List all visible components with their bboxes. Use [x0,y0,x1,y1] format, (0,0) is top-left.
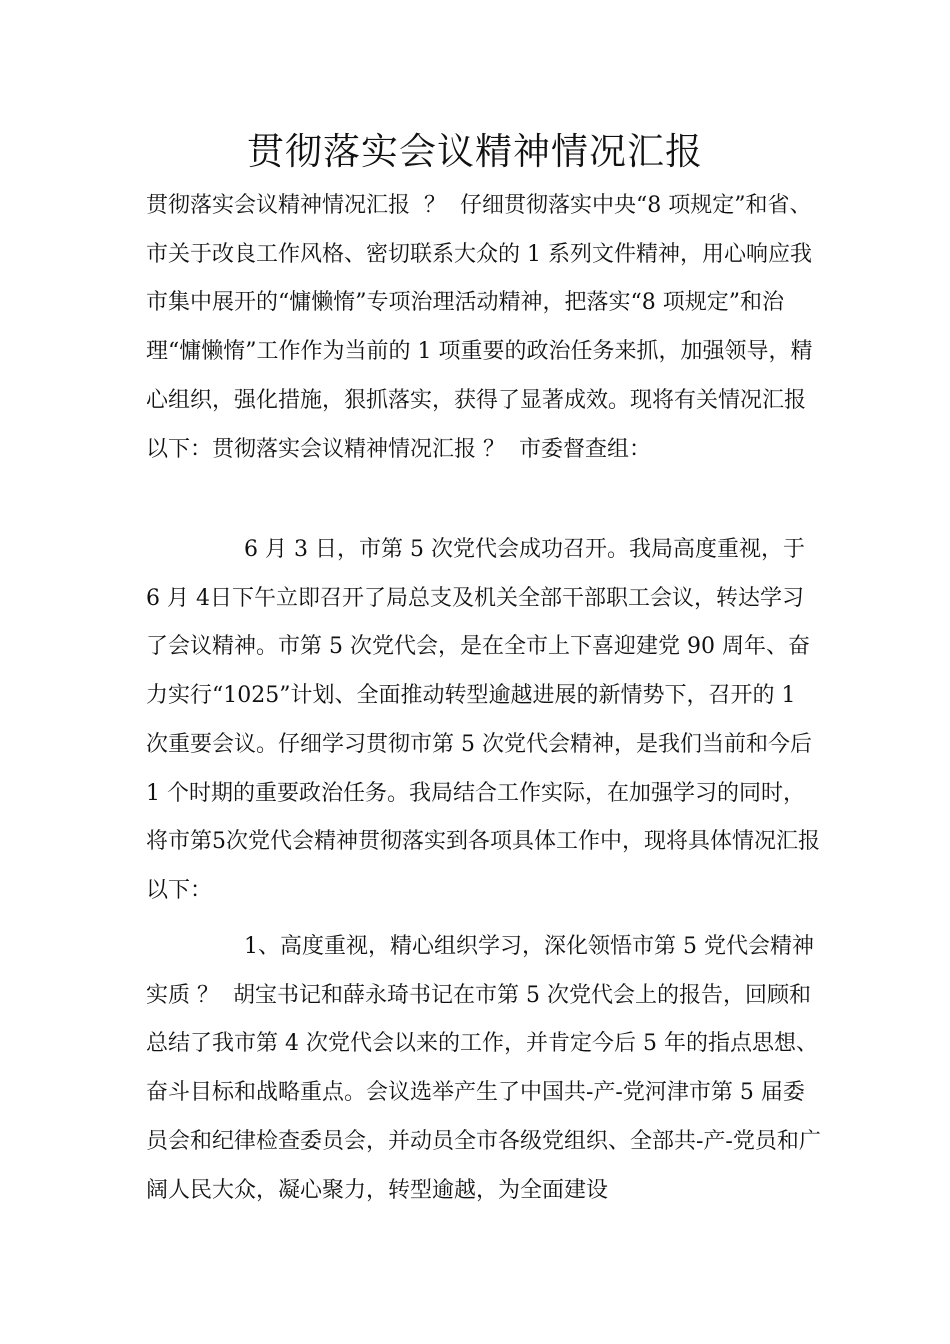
paragraph-congress-meeting: 6 月 3 日，市第 5 次党代会成功召开。我局高度重视，于 6 月 4日下午立即召开了局总支及机关全部干部职工会议，转达学习了会议精神。市第 5 次党代会，是在全市上下喜迎建党 90 周年、奋力实行“1025”计划、全面推动转型逾越进展的新情势下，召开的 1 次重要会议。仔细学习贯彻市第 5 次党代会精神，是我们当前和今后 1 个时期的重要政治任务。我局结合工作实际，在加强学习的同时，将市第5次党代会精神贯彻落实到各项具体工作中，现将具体情况汇报以下： [146,537,820,903]
paragraph-section-1: 1、高度重视，精心组织学习，深化领悟市第 5 党代会精神实质 ？ 胡宝书记和薛永琦书记在市第 5 次党代会上的报告，回顾和总结了我市第 4 次党代会以来的工作，并肯定今后 5 年的指点思想、奋斗目标和战略重点。会议选举产生了中国共-产-党河津市第 5 届委员会和纪律检查委员会，并动员全市各级党组织、全部共-产-党员和广阔人民大众，凝心聚力，转型逾越，为全面建设 [146,934,821,1203]
document-title: 贯彻落实会议精神情况汇报 [247,130,703,173]
paragraph-intro: 贯彻落实会议精神情况汇报 ？ 仔细贯彻落实中央“8 项规定”和省、市关于改良工作风格、密切联系大众的 1 系列文件精神，用心响应我市集中展开的“慵懒惰”专项治理活动精神，把落实“8 项规定”和治理“慵懒惰”工作作为当前的 1 项重要的政治任务来抓，加强领导，精心组织，强化措施，狠抓落实，获得了显著成效。现将有关情况汇报以下：贯彻落实会议精神情况汇报 ？ 市委督查组： [146,193,813,462]
